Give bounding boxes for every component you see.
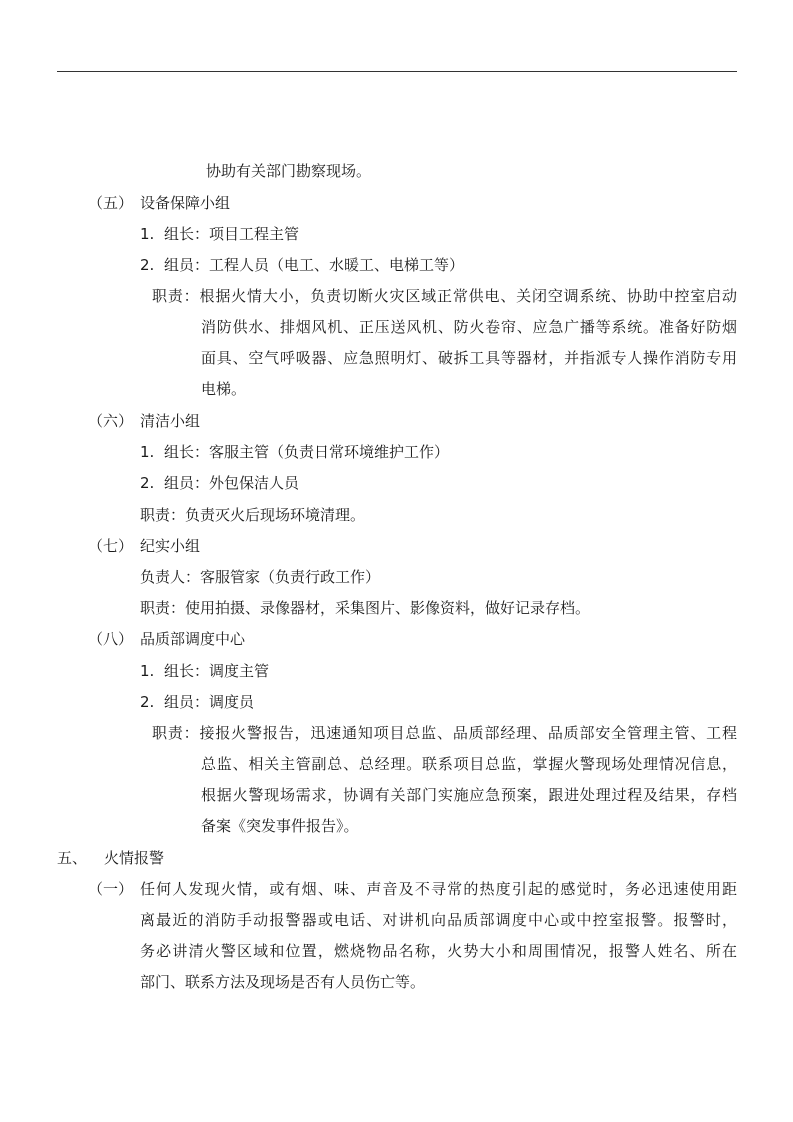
- section-5-duty-line-4: 电梯。: [201, 380, 247, 398]
- section-8-duty-line-2: 总监、相关主管副总、总经理。联系项目总监，掌握火警现场处理情况信息，: [201, 755, 737, 773]
- section-6-marker: （六）: [88, 412, 134, 430]
- chapter-5-sub-1-line-1: 任何人发现火情，或有烟、味、声音及不寻常的热度引起的感觉时，务必迅速使用距: [140, 880, 737, 898]
- section-5-duty-line-2: 消防供水、排烟风机、正压送风机、防火卷帘、应急广播等系统。准备好防烟: [201, 318, 737, 336]
- section-8-duty-line-3: 根据火警现场需求，协调有关部门实施应急预案，跟进处理过程及结果，存档: [201, 786, 737, 804]
- chapter-5-title: 火情报警: [104, 849, 165, 867]
- section-8-duty-line-1: 职责：接报火警报告，迅速通知项目总监、品质部经理、品质部安全管理主管、工程: [152, 724, 737, 742]
- section-7-lead: 负责人：客服管家（负责行政工作）: [140, 568, 381, 586]
- section-7-duty: 职责：使用拍摄、录像器材，采集图片、影像资料，做好记录存档。: [140, 599, 591, 617]
- section-6-item-1-num: 1.: [140, 443, 155, 461]
- section-5-item-1-num: 1.: [140, 225, 155, 243]
- section-5-duty-line-1: 职责：根据火情大小，负责切断火灾区域正常供电、关闭空调系统、协助中控室启动: [152, 287, 737, 305]
- section-5-duty-line-3: 面具、空气呼吸器、应急照明灯、破拆工具等器材，并指派专人操作消防专用: [201, 349, 737, 367]
- section-5-marker: （五）: [88, 194, 134, 212]
- section-5-item-1-text: 组长：项目工程主管: [164, 225, 300, 243]
- section-6-item-2-num: 2.: [140, 474, 155, 492]
- section-8-item-2-num: 2.: [140, 693, 155, 711]
- section-6-item-2-text: 组员：外包保洁人员: [164, 474, 300, 492]
- chapter-5-sub-1-line-2: 离最近的消防手动报警器或电话、对讲机向品质部调度中心或中控室报警。报警时，: [140, 911, 737, 929]
- section-8-item-2-text: 组员：调度员: [164, 693, 255, 711]
- chapter-5-sub-1-line-4: 部门、联系方法及现场是否有人员伤亡等。: [140, 973, 426, 991]
- section-5-item-2-text: 组员：工程人员（电工、水暖工、电梯工等）: [164, 256, 465, 274]
- section-8-marker: （八）: [88, 630, 134, 648]
- section-8-item-1-text: 组长：调度主管: [164, 662, 270, 680]
- section-7-title: 纪实小组: [140, 537, 201, 555]
- section-8-duty-line-4: 备案《突发事件报告》。: [201, 817, 359, 835]
- section-6-title: 清洁小组: [140, 412, 201, 430]
- header-rule: [57, 71, 737, 72]
- chapter-5-sub-1-line-3: 务必讲清火警区域和位置，燃烧物品名称，火势大小和周围情况，报警人姓名、所在: [140, 942, 737, 960]
- section-7-marker: （七）: [88, 537, 134, 555]
- section-8-item-1-num: 1.: [140, 662, 155, 680]
- section-5-title: 设备保障小组: [140, 194, 231, 212]
- section-5-item-2-num: 2.: [140, 256, 155, 274]
- section-8-title: 品质部调度中心: [140, 630, 246, 648]
- section-6-item-1-text: 组长：客服主管（负责日常环境维护工作）: [164, 443, 450, 461]
- chapter-5-sub-1-marker: （一）: [88, 880, 134, 898]
- section-6-duty: 职责：负责灭火后现场环境清理。: [140, 506, 366, 524]
- chapter-5-marker: 五、: [57, 849, 88, 867]
- continuation-text: 协助有关部门勘察现场。: [206, 162, 372, 180]
